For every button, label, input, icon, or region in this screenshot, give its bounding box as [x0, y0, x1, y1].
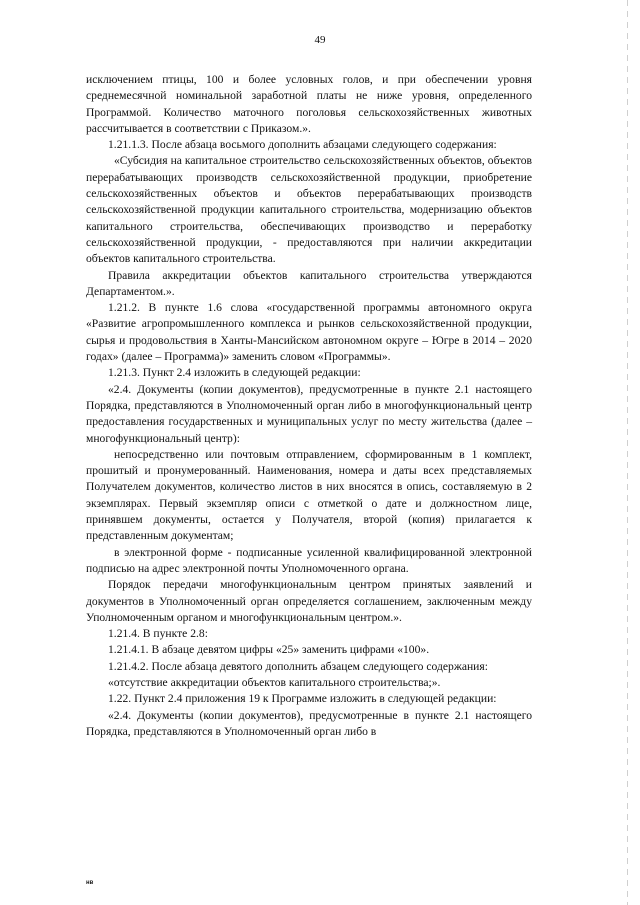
paragraph: 1.21.1.3. После абзаца восьмого дополнить абзацами следующего содержания:	[108, 138, 497, 152]
paragraph: 1.21.2. В пункте 1.6 слова «государственной программы автономного округа «Развитие агропромышленного комплекса и рынков сельскохозяйственной продукции, сырья и продовольствия в Ханты-Мансийском автономном округе – Югре в 2014 – 2020 годах» (далее – Программа)» заменить словом «Программы».	[86, 301, 532, 364]
paragraph: «Субсидия на капитальное строительство сельскохозяйственных объектов, объектов перерабатывающих производств сельскохозяйственной продукции, приобретение сельскохозяйственных объектов и объектов перерабатывающих производств сельскохозяйственной продукции капитального строительства, модернизацию объектов капитального строительства, обеспечивающих производство и переработку сельскохозяйственной продукции, - предоставляются при наличии аккредитации объектов капитального строительства.	[86, 154, 532, 266]
scan-edge-decoration	[627, 0, 628, 905]
paragraph: 1.21.3. Пункт 2.4 изложить в следующей редакции:	[108, 366, 361, 380]
paragraph: «отсутствие аккредитации объектов капитального строительства;».	[108, 675, 441, 689]
document-body	[86, 72, 532, 740]
paragraph: 1.22. Пункт 2.4 приложения 19 к Программе изложить в следующей редакции:	[108, 692, 497, 706]
paragraph: 1.21.4. В пункте 2.8:	[108, 627, 208, 641]
paragraph: «2.4. Документы (копии документов), предусмотренные в пункте 2.1 настоящего Порядка, представляются в Уполномоченный орган либо в многофункциональный центр предоставления государственных и муниципальных услуг по месту жительства (далее – многофункциональный центр):	[86, 382, 532, 445]
paragraph: Порядок передачи многофункциональным центром принятых заявлений и документов в Уполномоченный орган определяется соглашением, заключенным между Уполномоченным органом и многофункциональным центром.».	[86, 578, 532, 624]
footer-initials: нв	[86, 880, 94, 886]
page-number: 49	[314, 34, 326, 46]
paragraph: 1.21.4.1. В абзаце девятом цифры «25» заменить цифрами «100».	[108, 643, 430, 657]
paragraph: Правила аккредитации объектов капитального строительства утверждаются Департаментом.».	[86, 268, 532, 298]
paragraph: в электронной форме - подписанные усиленной квалифицированной электронной подписью на адрес электронной почты Уполномоченного органа.	[86, 545, 532, 575]
paragraph: «2.4. Документы (копии документов), предусмотренные в пункте 2.1 настоящего Порядка, представляются в Уполномоченный орган либо в	[86, 708, 532, 738]
paragraph: исключением птицы, 100 и более условных голов, и при обеспечении уровня среднемесячной номинальной заработной платы не ниже уровня, определенного Программой. Количество маточного поголовья сельскохозяйственных животных рассчитывается в соответствии с Приказом.».	[86, 73, 532, 135]
paragraph: непосредственно или почтовым отправлением, сформированным в 1 комплект, прошитый и пронумерованный. Наименования, номера и даты всех представляемых Получателем документов, количество листов в них вносятся в опись, составляемую в 2 экземплярах. Первый экземпляр описи с отметкой о дате и должностном лице, принявшем документы, остается у Получателя, второй (копия) прилагается к представленным документам;	[86, 447, 532, 543]
paragraph: 1.21.4.2. После абзаца девятого дополнить абзацем следующего содержания:	[108, 659, 488, 673]
